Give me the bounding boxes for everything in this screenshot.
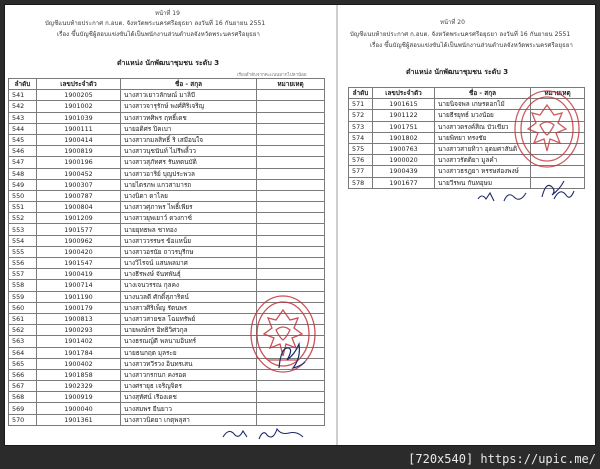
candidate-id: 1900419 [37,269,121,280]
remark [257,269,325,280]
candidate-name: นายพงษ์กร อิทธิวิศวกุล [121,325,257,336]
table-row [9,90,325,101]
candidate-id: 1901751 [373,121,435,132]
candidate-id: 1901784 [37,347,121,358]
remark [257,90,325,101]
remark [257,213,325,224]
candidate-name: นางสาวศุภาพร ไพธิ์เพียร [121,202,257,213]
row-number: 558 [9,280,37,291]
table-row [9,403,325,414]
row-number: 552 [9,213,37,224]
candidate-id: 1901547 [37,258,121,269]
candidate-id: 1900420 [37,246,121,257]
row-number: 567 [9,381,37,392]
table-row [9,213,325,224]
candidate-name: นางสาวศิริเพ็ญ รัตนพร [121,302,257,313]
remark [257,157,325,168]
page-divider [336,5,338,445]
row-number: 545 [9,134,37,145]
row-number: 577 [349,166,373,177]
table-row [9,224,325,235]
remark [257,179,325,190]
row-number: 546 [9,146,37,157]
candidate-id: 1900919 [37,392,121,403]
remark [257,246,325,257]
candidate-name: นางธรณญ์ดี พลนามอินทร์ [121,336,257,347]
candidate-id: 1900714 [37,280,121,291]
header-line-2: เรื่อง ขึ้นบัญชีผู้สอบแข่งขันได้เป็นพนักงานส่วนตำบลจังหวัดพระนครศรีอยุธยา [370,42,573,49]
table-row [9,258,325,269]
table-row [9,235,325,246]
candidate-id: 1900293 [37,325,121,336]
table-row [9,202,325,213]
candidate-name: นางสาวสุภัทศร รันทตนบัติ [121,157,257,168]
candidate-name: นางนิดา ดาไลย [121,190,257,201]
row-number: 569 [9,403,37,414]
candidate-id: 1901615 [373,99,435,110]
row-number: 562 [9,325,37,336]
remark [257,123,325,134]
document-page-left [5,5,335,445]
document-page-right [340,5,594,445]
page-number: หน้าที่ 20 [440,19,465,26]
remark [257,392,325,403]
candidate-name: นายไตรภพ แกวสามารถ [121,179,257,190]
position-title: ตำแหน่ง นักพัฒนาชุมชน ระดับ 3 [117,59,220,67]
remark [257,235,325,246]
table-row [9,134,325,145]
candidate-id: 1901802 [373,132,435,143]
candidate-id: 1900962 [37,235,121,246]
candidate-name: นายนิจจพล เกษรดอกไม้ [435,99,531,110]
table-row [9,179,325,190]
row-number: 571 [349,99,373,110]
row-number: 549 [9,179,37,190]
candidate-id: 1901039 [37,112,121,123]
remark [257,146,325,157]
row-number: 563 [9,336,37,347]
row-number: 576 [349,155,373,166]
column-header: เลขประจำตัว [373,88,435,99]
row-number: 557 [9,269,37,280]
candidate-name: นางสาวนิดยา เกตุพลุสา [121,414,257,425]
candidate-name: นายยุทธพล ชาทอง [121,224,257,235]
candidate-name: นางสาวรัตติยา มูลคำ [435,155,531,166]
remark [257,403,325,414]
signature-mark [474,183,584,207]
page-number: หน้าที่ 19 [155,10,180,17]
remark [257,224,325,235]
candidate-name: นางสาวเยาวลักษณ์ มาลิบี [121,90,257,101]
candidate-id: 1901677 [373,177,435,188]
candidate-name: นางสาวดรงค์สิณ บัวเขียว [435,121,531,132]
header-line-1: บัญชีแนบท้ายประกาศ ก.อบต. จังหวัดพระนครศรีอยุธยา ลงวันที่ 16 กันยายน 2551 [350,31,571,38]
row-number: 554 [9,235,37,246]
column-header: หมายเหตุ [257,79,325,90]
remark [257,112,325,123]
candidate-id: 1902329 [37,381,121,392]
candidate-id: 1900196 [37,157,121,168]
candidate-name: นางสาวทวีรวง อินทรเสน [121,358,257,369]
candidate-id: 1900813 [37,313,121,324]
row-number: 560 [9,302,37,313]
candidate-id: 1901402 [37,336,121,347]
remark [257,202,325,213]
row-number: 548 [9,168,37,179]
remark [257,134,325,145]
candidate-name: นายธีรยุทธ์ มวงน้อย [435,110,531,121]
candidate-name: นายธนกฤต มุลระย [121,347,257,358]
government-seal-icon [512,85,582,175]
table-row [9,381,325,392]
remark [257,168,325,179]
candidate-id: 1900819 [37,146,121,157]
remark [257,381,325,392]
candidate-name: นางสาววรรษร ข้อแหน็ย [121,235,257,246]
candidate-name: นายอดิศร ปิคเบา [121,123,257,134]
candidate-id: 1901209 [37,213,121,224]
row-number: 561 [9,313,37,324]
candidate-id: 1900179 [37,302,121,313]
row-number: 572 [349,110,373,121]
column-header: ชื่อ - สกุล [121,79,257,90]
row-number: 550 [9,190,37,201]
remark [257,258,325,269]
remark [257,101,325,112]
candidate-name: นางสาวอรนัย ถาวรบุรีกษ [121,246,257,257]
column-header: ลำดับ [9,79,37,90]
candidate-name: นางสาวกรกนก คงรอด [121,369,257,380]
candidate-id: 1900763 [373,143,435,154]
header-line-2: เรื่อง ขึ้นบัญชีผู้สอบแข่งขันได้เป็นพนักงานส่วนตำบลจังหวัดพระนครศรีอยุธยา [57,31,260,38]
table-row [9,123,325,134]
candidate-name: นางเจนวรรณ กุลคง [121,280,257,291]
row-number: 568 [9,392,37,403]
column-header: เลขประจำตัว [37,79,121,90]
table-row [9,146,325,157]
candidate-name: นางสาวทศิพร ฤทธิ์เดช [121,112,257,123]
candidate-id: 1900439 [373,166,435,177]
row-number: 574 [349,132,373,143]
row-number: 564 [9,347,37,358]
column-header: ชื่อ - สกุล [435,88,531,99]
candidate-id: 1900452 [37,168,121,179]
candidate-name: นางสาวสายชล โฉมทรัพย์ [121,313,257,324]
candidate-id: 1900040 [37,403,121,414]
table-row [9,246,325,257]
table-header-row [9,79,325,90]
header-line-1: บัญชีแนบท้ายประกาศ ก.อบต. จังหวัดพระนครศรีอยุธยา ลงวันที่ 16 กันยายน 2551 [45,20,266,27]
row-number: 544 [9,123,37,134]
candidate-id: 1901122 [373,110,435,121]
column-header: หมายเหตุ [531,88,585,99]
candidate-id: 1900205 [37,90,121,101]
table-row [9,112,325,123]
row-number: 551 [9,202,37,213]
row-number: 547 [9,157,37,168]
candidate-name: นางสาวธรฎยา หรรษส่องพงษ์ [435,166,531,177]
row-number: 555 [9,246,37,257]
candidate-name: นางสาวนุชนันท์ ไม่รีพลิ้วว [121,146,257,157]
table-row [9,168,325,179]
column-header: ลำดับ [349,88,373,99]
row-number: 542 [9,101,37,112]
candidate-name: นางสาวจารุรักษ์ พงศ์ศิริเจริญ [121,101,257,112]
position-title: ตำแหน่ง นักพัฒนาชุมชน ระดับ 3 [406,68,509,76]
image-watermark: [720x540] https://upic.me/ [408,452,596,466]
table-row [9,157,325,168]
table-row [9,101,325,112]
signature-mark [219,423,309,443]
row-number: 570 [9,414,37,425]
candidate-id: 1900402 [37,358,121,369]
table-row [9,269,325,280]
candidate-name: นายพิทยา ทรงชัย [435,132,531,143]
sort-note: เรียงลำดับจากคะแนนมากไปหาน้อย [237,73,307,78]
row-number: 559 [9,291,37,302]
row-number: 541 [9,90,37,101]
document-frame [4,4,596,446]
candidate-id: 1900804 [37,202,121,213]
row-number: 553 [9,224,37,235]
candidate-id: 1900414 [37,134,121,145]
candidate-id: 1900307 [37,179,121,190]
row-number: 565 [9,358,37,369]
candidate-name: นายวีรพน กันทอุษม [435,177,531,188]
candidate-id: 1900111 [37,123,121,134]
candidate-name: นางศรายุธ เจริญจิตร [121,381,257,392]
candidate-name: นางนวลดี ศักดิ์สุภาริตน์ [121,291,257,302]
candidate-name: นางสุทัศน์ เรืองเดช [121,392,257,403]
candidate-id: 1901858 [37,369,121,380]
candidate-id: 1900020 [373,155,435,166]
row-number: 573 [349,121,373,132]
candidate-name: นางสาวสายทิวา อุตมศาสันติ [435,143,531,154]
candidate-id: 1901002 [37,101,121,112]
candidate-name: นางสมพร ยืนยาว [121,403,257,414]
signature-mark [275,338,307,374]
candidate-name: นางวิไรจน์ แสนพลมาศ [121,258,257,269]
table-row [9,190,325,201]
row-number: 556 [9,258,37,269]
candidate-id: 1900787 [37,190,121,201]
candidate-id: 1901190 [37,291,121,302]
candidate-id: 1901577 [37,224,121,235]
candidate-name: นางสาวกมลสิทธิ์ ริ เสมือนใจ [121,134,257,145]
remark [257,190,325,201]
row-number: 566 [9,369,37,380]
table-row [9,392,325,403]
candidate-name: นางธีรพงษ์ จันทพันธุ์ [121,269,257,280]
row-number: 543 [9,112,37,123]
candidate-id: 1901361 [37,414,121,425]
row-number: 575 [349,143,373,154]
row-number: 578 [349,177,373,188]
candidate-name: นางสาวยุพเยาว์ ดวงกาซ์ [121,213,257,224]
candidate-name: นางสาวอาริย์ บุญประพวล [121,168,257,179]
